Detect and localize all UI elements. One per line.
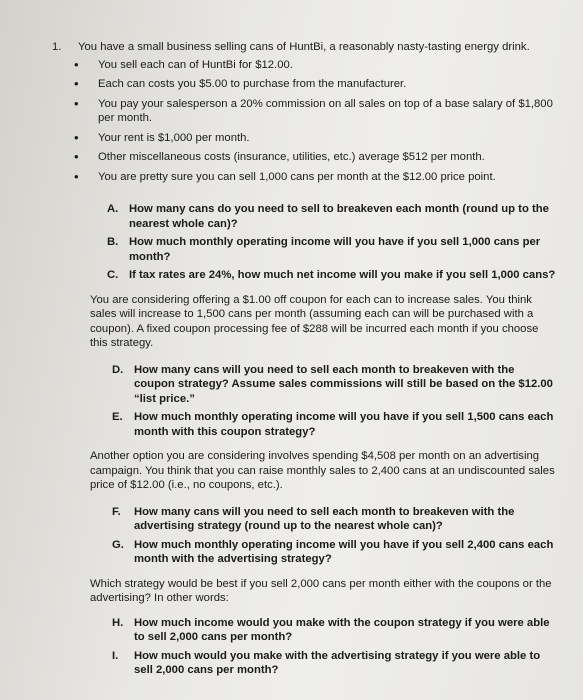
sub-question: E. How much monthly operating income will you have if you sell 1,500 cans each month with this coupon strategy? (112, 411, 554, 438)
assumption-item: • Your rent is $1,000 per month. (74, 129, 250, 145)
sub-question: F. How many cans will you need to sell each month to breakeven with the advertising strategy (round up to the nearest whole can)? (112, 505, 515, 532)
sub-question: C. If tax rates are 24%, how much net income will you make if you sell 1,000 cans? (107, 269, 556, 281)
parts-a-to-c (107, 202, 557, 283)
assumption-item: • Each can costs you $5.00 to purchase from the manufacturer. (74, 76, 407, 91)
sub-question: D. How many cans will you need to sell each month to breakeven with the coupon strategy? Assume sales commissions will still be based on the $12.00 “list price.” (112, 363, 553, 405)
parts-f-to-g (112, 505, 557, 567)
bullet-icon: • (74, 129, 79, 145)
bullet-icon: • (74, 149, 79, 164)
sub-question: G. How much monthly operating income will you have if you sell 2,400 cans each month with the advertising strategy? (112, 538, 554, 565)
question-number: 1. (52, 41, 62, 53)
bullet-icon: • (74, 76, 79, 91)
question-block (52, 40, 557, 682)
parts-h-to-i (112, 616, 557, 678)
question-header (52, 40, 557, 55)
assumptions-list (52, 58, 557, 185)
sub-question: I. How much would you make with the advertising strategy if you were able to sell 2,000 cans per month? (112, 649, 541, 676)
bullet-icon: • (74, 168, 79, 184)
sub-question: B. How much monthly operating income will you have if you sell 1,000 cans per month? (107, 236, 541, 263)
sub-question: A. How many cans do you need to sell to breakeven each month (round up to the nearest whole can)? (107, 203, 549, 230)
assumption-item: • Other miscellaneous costs (insurance, utilities, etc.) average $512 per month. (74, 149, 485, 164)
assumption-item: • You are pretty sure you can sell 1,000 cans per month at the $12.00 price point. (74, 168, 496, 184)
bullet-icon: • (74, 95, 79, 111)
bullet-icon: • (74, 56, 79, 72)
comparison-text: Which strategy would be best if you sell 2,000 cans per month either with the coupons or the advertising? In other words: (90, 577, 552, 604)
coupon-scenario-text: You are considering offering a $1.00 off coupon for each can to increase sales. You think sales will increase to 1,500 cans per month (assuming each can will be purchased with a coupon). A fixed coupon processing fee of $288 will be incurred each month if you choose this strategy. (90, 293, 539, 349)
sub-question: H. How much income would you make with the coupon strategy if you were able to sell 2,000 cans per month? (112, 616, 550, 643)
parts-d-to-e (112, 363, 557, 440)
assumption-item: • You sell each can of HuntBi for $12.00. (74, 56, 293, 72)
advertising-scenario-text: Another option you are considering involves spending $4,508 per month on an advertising campaign. You think that you can raise monthly sales to 2,400 cans at an undiscounted sales price of $12.00 (i.e., no coupons, etc.). (90, 450, 555, 491)
question-title: You have a small business selling cans of HuntBi, a reasonably nasty-tasting energy drink. (78, 41, 530, 53)
assumption-item: • You pay your salesperson a 20% commission on all sales on top of a base salary of $1,800 per month. (74, 95, 553, 124)
